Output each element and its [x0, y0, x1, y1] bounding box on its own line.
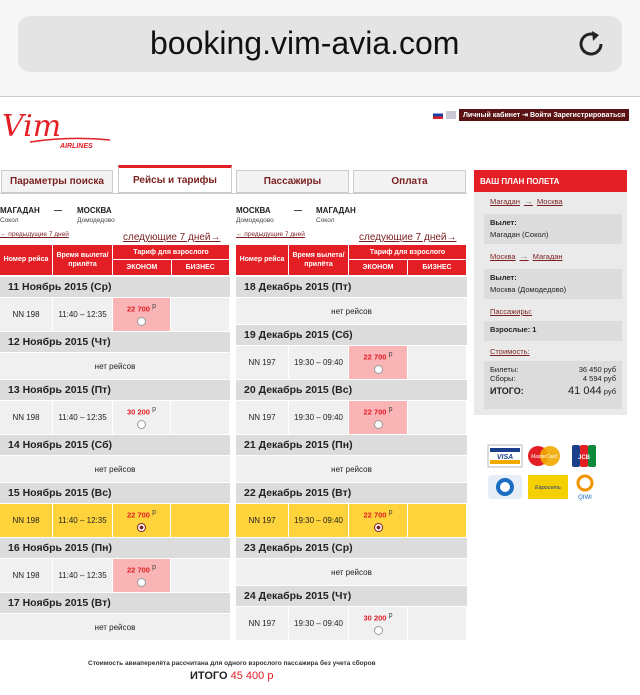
- fare-radio[interactable]: [374, 523, 383, 532]
- economy-fare-cell[interactable]: [113, 559, 171, 592]
- airport-from-2: Домодедово: [236, 217, 274, 224]
- fare-radio[interactable]: [374, 420, 383, 429]
- business-fare-cell: [408, 504, 467, 537]
- jcb-icon: [572, 445, 596, 467]
- tickets-value: 36 450 руб: [578, 365, 616, 374]
- fare-currency: р: [388, 508, 393, 516]
- date-row: 19 Декабрь 2015 (Сб): [236, 325, 467, 346]
- flight-time: 19:30 – 09:40: [289, 504, 349, 537]
- footer-total: [190, 670, 273, 682]
- flight-row[interactable]: [236, 401, 467, 435]
- flight-row[interactable]: [236, 346, 467, 380]
- tab-passengers[interactable]: Пассажиры: [236, 170, 349, 193]
- arrow-icon: →: [519, 251, 529, 261]
- fare-price: 22 700: [363, 352, 387, 362]
- next-7-days-1[interactable]: следующие 7 дней→: [123, 232, 221, 243]
- fare-radio[interactable]: [374, 626, 383, 635]
- footer-total-label: ИТОГО: [190, 670, 228, 682]
- flights-column-outbound: [0, 277, 230, 641]
- flight-row[interactable]: [0, 401, 230, 435]
- th-economy: ЭКОНОМ: [349, 260, 408, 275]
- flag-en-icon[interactable]: [446, 111, 456, 119]
- top-links: [433, 109, 629, 121]
- route-to-1: МОСКВА: [77, 206, 112, 215]
- flight-number: NN 198: [0, 298, 53, 331]
- tab-flights[interactable]: Рейсы и тарифы: [118, 165, 232, 193]
- flight-time: 19:30 – 09:40: [289, 401, 349, 434]
- economy-fare-cell[interactable]: [113, 298, 171, 331]
- business-fare-cell: [408, 607, 467, 640]
- date-row: 13 Ноябрь 2015 (Пт): [0, 380, 230, 401]
- flight-time: 11:40 – 12:35: [53, 559, 113, 592]
- register-link[interactable]: Зарегистрироваться: [553, 112, 626, 119]
- diners-club-icon: [488, 475, 522, 499]
- flight-time: 19:30 – 09:40: [289, 346, 349, 379]
- dep-value: Магадан (Сокол): [490, 230, 549, 239]
- cost-box: [484, 361, 622, 409]
- fare-price: 22 700: [127, 304, 150, 314]
- no-flights-row: нет рейсов: [236, 456, 467, 483]
- plan-segment-1[interactable]: [490, 196, 563, 206]
- seg1-from: Магадан: [490, 197, 520, 206]
- flag-ru-icon[interactable]: [433, 111, 443, 119]
- th-time: Время вылета/ прилёта: [53, 245, 113, 275]
- flight-plan-panel: [474, 170, 627, 415]
- economy-fare-cell[interactable]: [349, 346, 408, 379]
- business-fare-cell: [171, 401, 230, 434]
- date-row: 16 Ноябрь 2015 (Пн): [0, 538, 230, 559]
- svg-text:JCB: JCB: [577, 455, 591, 461]
- th-flight: Номер рейса: [236, 245, 289, 275]
- flight-time: 19:30 – 09:40: [289, 607, 349, 640]
- price-footnote: Стоимость авиаперелёта рассчитана для одного взрослого пассажира без учета сборов: [88, 660, 376, 667]
- date-row: 11 Ноябрь 2015 (Ср): [0, 277, 230, 298]
- fare-radio[interactable]: [137, 578, 146, 587]
- seg1-to: Москва: [536, 197, 563, 206]
- seg2-to: Магадан: [532, 252, 563, 261]
- business-fare-cell: [171, 504, 230, 537]
- next-7-days-2[interactable]: следующие 7 дней→: [359, 232, 457, 243]
- business-fare-cell: [408, 401, 467, 434]
- cabinet-link[interactable]: Личный кабинет: [463, 112, 521, 119]
- business-fare-cell: [408, 346, 467, 379]
- footer-total-value: 45 400: [230, 670, 265, 682]
- visa-icon: [488, 445, 522, 467]
- flight-number: NN 198: [0, 401, 53, 434]
- dep-value: Москва (Домодедово): [490, 285, 567, 294]
- table-head-2: [236, 245, 467, 275]
- flights-column-return: [236, 277, 467, 641]
- mastercard-icon: [528, 446, 560, 466]
- total-label: ИТОГО:: [490, 386, 524, 396]
- airport-from-1: Сокол: [0, 217, 19, 224]
- th-tariff-label: Тариф для взрослого: [349, 245, 466, 260]
- th-tariff-label: Тариф для взрослого: [113, 245, 229, 260]
- fare-currency: р: [152, 563, 156, 571]
- dep-label: Вылет:: [490, 218, 517, 227]
- th-economy: ЭКОНОМ: [113, 260, 172, 275]
- fare-currency: р: [152, 302, 156, 310]
- plan-segment-2[interactable]: [490, 251, 563, 261]
- browser-toolbar: [0, 0, 640, 97]
- no-flights-row: нет рейсов: [0, 614, 230, 641]
- date-row: 18 Декабрь 2015 (Пт): [236, 277, 467, 298]
- fare-price: 30 200: [363, 613, 387, 623]
- th-business: БИЗНЕС: [185, 264, 215, 271]
- table-head-1: [0, 245, 230, 275]
- flight-row[interactable]: [0, 559, 230, 593]
- flight-number: NN 197: [236, 607, 289, 640]
- flight-number: NN 197: [236, 504, 289, 537]
- no-flights-row: нет рейсов: [0, 353, 230, 380]
- fare-radio[interactable]: [374, 365, 383, 374]
- business-fare-cell: [171, 559, 230, 592]
- flight-number: NN 198: [0, 559, 53, 592]
- date-row: 22 Декабрь 2015 (Вт): [236, 483, 467, 504]
- fare-price: 22 700: [363, 407, 387, 417]
- fare-currency: р: [152, 508, 156, 516]
- date-row: 12 Ноябрь 2015 (Чт): [0, 332, 230, 353]
- economy-fare-cell[interactable]: [113, 504, 171, 537]
- flight-number: NN 197: [236, 346, 289, 379]
- business-fare-cell: [171, 298, 230, 331]
- tab-payment[interactable]: Оплата: [353, 170, 466, 193]
- qiwi-icon: [578, 476, 592, 501]
- plan-departure-2: [484, 269, 622, 299]
- fare-price: 22 700: [363, 510, 387, 520]
- account-bar: [459, 109, 629, 121]
- arrow-icon: →: [523, 196, 533, 206]
- airport-to-1: Домодедово: [77, 217, 115, 224]
- vim-airlines-logo[interactable]: [0, 106, 115, 154]
- flight-row[interactable]: [236, 607, 467, 641]
- economy-fare-cell[interactable]: [349, 607, 408, 640]
- login-link[interactable]: Войти: [529, 112, 552, 119]
- fare-price: 22 700: [127, 510, 150, 520]
- date-row: 15 Ноябрь 2015 (Вс): [0, 483, 230, 504]
- route-dash-2: —: [294, 206, 302, 215]
- th-tariff: [349, 245, 467, 275]
- fare-price: 22 700: [127, 565, 150, 575]
- fare-radio[interactable]: [137, 523, 146, 532]
- fees-label: Сборы:: [490, 374, 516, 383]
- adults-count: Взрослые: 1: [484, 321, 622, 341]
- no-flights-row: нет рейсов: [236, 559, 467, 586]
- airport-to-2: Сокол: [316, 217, 335, 224]
- tabs-divider: [0, 193, 467, 194]
- flight-number: NN 197: [236, 401, 289, 434]
- reload-icon[interactable]: [575, 28, 607, 60]
- total-currency: руб: [603, 387, 616, 396]
- th-business: БИЗНЕС: [422, 264, 452, 271]
- date-row: 17 Ноябрь 2015 (Вт): [0, 593, 230, 614]
- euroset-icon: [528, 475, 568, 499]
- route-dash-1: —: [54, 206, 62, 215]
- prev-7-days-2[interactable]: ← предыдущие 7 дней: [236, 231, 305, 238]
- date-row: 24 Декабрь 2015 (Чт): [236, 586, 467, 607]
- fare-price: 30 200: [127, 407, 150, 417]
- svg-text:MasterCard: MasterCard: [530, 454, 558, 460]
- svg-text:Vim: Vim: [2, 109, 62, 144]
- th-tariff: [113, 245, 230, 275]
- prev-7-days-1[interactable]: ← предыдущие 7 дней: [0, 231, 69, 238]
- date-row: 21 Декабрь 2015 (Пн): [236, 435, 467, 456]
- total-value: 41 044: [568, 385, 602, 397]
- date-row: 14 Ноябрь 2015 (Сб): [0, 435, 230, 456]
- route-from-2: МОСКВА: [236, 206, 271, 215]
- plan-title: ВАШ ПЛАН ПОЛЕТА: [474, 170, 627, 192]
- fare-currency: р: [388, 350, 393, 358]
- th-time: Время вылета/ прилёта: [289, 245, 349, 275]
- svg-text:VISA: VISA: [496, 454, 514, 461]
- fare-currency: р: [388, 611, 393, 619]
- fees-value: 4 594 руб: [582, 374, 616, 383]
- flight-row[interactable]: [0, 504, 230, 538]
- fare-radio[interactable]: [137, 317, 146, 326]
- no-flights-row: нет рейсов: [236, 298, 467, 325]
- passengers-link[interactable]: Пассажиры:: [490, 307, 533, 316]
- cost-link[interactable]: Стоимость:: [490, 347, 530, 356]
- tab-search-params[interactable]: Параметры поиска: [1, 170, 113, 193]
- date-row: 20 Декабрь 2015 (Вс): [236, 380, 467, 401]
- route-from-1: МАГАДАН: [0, 206, 40, 215]
- no-flights-row: нет рейсов: [0, 456, 230, 483]
- dep-label: Вылет:: [490, 273, 517, 282]
- payment-logos: [486, 443, 601, 503]
- login-icon: ⇥: [522, 112, 530, 119]
- flight-time: 11:40 – 12:35: [53, 401, 113, 434]
- flight-row[interactable]: [0, 298, 230, 332]
- seg2-from: Москва: [490, 252, 516, 261]
- footer-total-currency: р: [267, 670, 274, 682]
- plan-departure-1: [484, 214, 622, 244]
- th-flight: Номер рейса: [0, 245, 53, 275]
- route-to-2: МАГАДАН: [316, 206, 356, 215]
- fare-currency: р: [388, 405, 393, 413]
- flight-time: 11:40 – 12:35: [53, 504, 113, 537]
- tickets-label: Билеты:: [490, 365, 519, 374]
- fare-currency: р: [152, 405, 156, 413]
- flight-number: NN 198: [0, 504, 53, 537]
- svg-text:QIWI: QIWI: [578, 495, 592, 501]
- url-text[interactable]: booking.vim-avia.com: [150, 25, 460, 61]
- economy-fare-cell[interactable]: [349, 401, 408, 434]
- economy-fare-cell[interactable]: [349, 504, 408, 537]
- fare-radio[interactable]: [137, 420, 146, 429]
- svg-text:Евросеть: Евросеть: [535, 485, 561, 491]
- date-row: 23 Декабрь 2015 (Ср): [236, 538, 467, 559]
- economy-fare-cell[interactable]: [113, 401, 171, 434]
- flight-row[interactable]: [236, 504, 467, 538]
- flight-time: 11:40 – 12:35: [53, 298, 113, 331]
- svg-text:AIRLINES: AIRLINES: [60, 143, 93, 150]
